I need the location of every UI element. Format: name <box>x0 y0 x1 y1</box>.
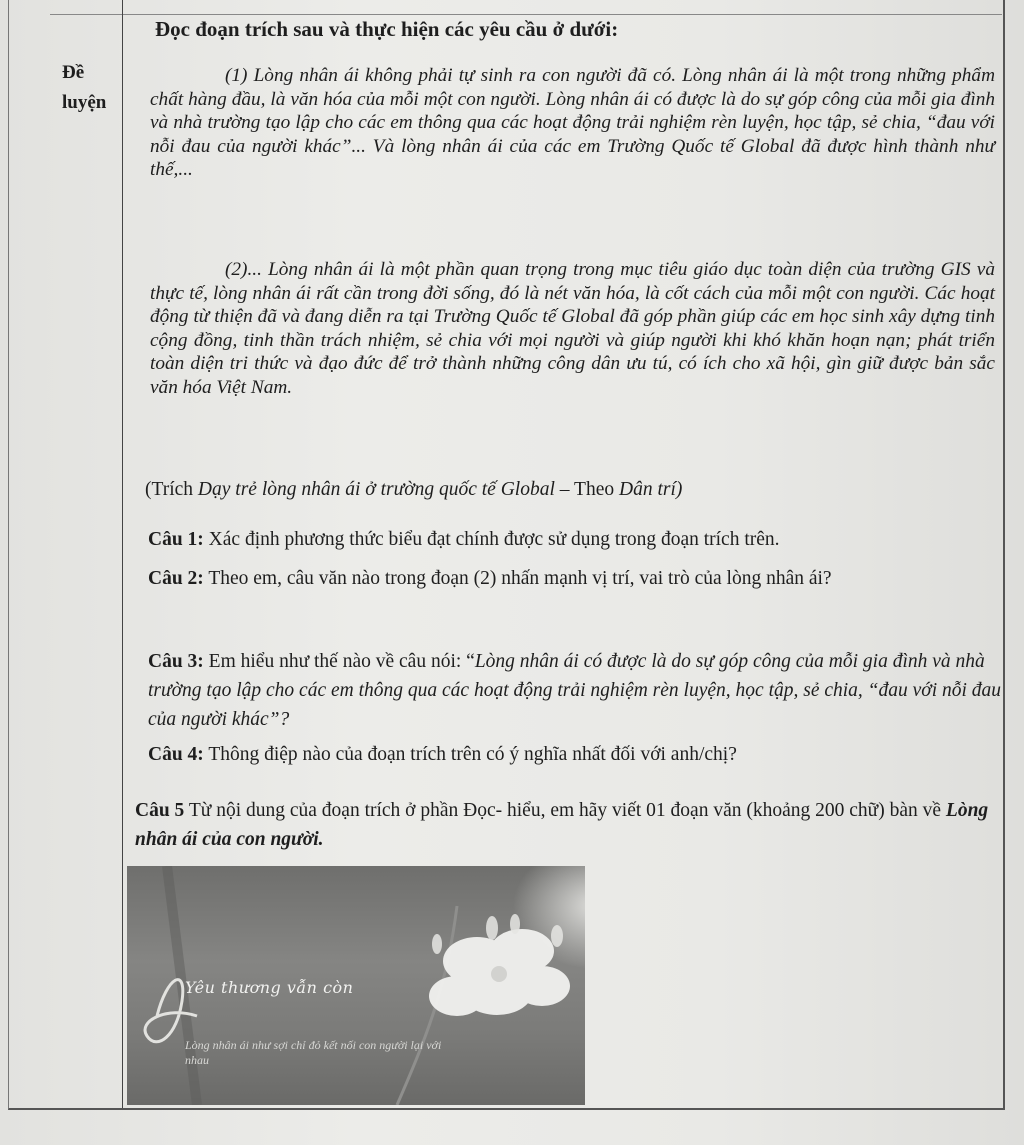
section-label-luyen: luyện <box>62 92 107 113</box>
question-2-text: Theo em, câu văn nào trong đoạn (2) nhấn mạnh vị trí, vai trò của lòng nhân ái? <box>203 568 832 589</box>
question-5-emphasis: Lòng nhân ái của con người. <box>135 800 989 850</box>
question-5-label: Câu 5 <box>135 800 185 821</box>
table-top-rule <box>50 14 1002 15</box>
source-title: Dạy trẻ lòng nhân ái ở trường quốc tế Global <box>197 479 555 500</box>
question-3 <box>148 647 1003 734</box>
question-5 <box>135 796 1003 854</box>
table-column-divider <box>122 0 123 1108</box>
question-4 <box>148 740 1003 769</box>
flower-photo <box>127 866 585 1105</box>
source-citation <box>145 479 682 501</box>
question-3-quote: Lòng nhân ái có được là do sự góp công của mỗi gia đình và nhà trường tạo lập cho các em thông qua các hoạt động trải nghiệm rèn luyện, học tập, sẻ chia, “đau với nỗi đau của người khác”? <box>148 651 1002 730</box>
question-1-label: Câu 1: <box>148 529 204 550</box>
question-1-text: Xác định phương thức biểu đạt chính được sử dụng trong đoạn trích trên. <box>203 529 780 550</box>
question-2-label: Câu 2: <box>148 568 204 589</box>
photo-caption-subtitle: Lòng nhân ái như sợi chỉ đỏ kết nối con người lại với nhau <box>185 1038 442 1067</box>
source-outlet: Dân trí) <box>618 479 683 500</box>
photo-caption-title: Yêu thương vẫn còn <box>185 978 354 997</box>
passage-paragraph-1-text: (1) Lòng nhân ái không phải tự sinh ra con người đã có. Lòng nhân ái là một trong những phẩm chất hàng đầu, là văn hóa của mỗi một con người. Lòng nhân ái có được là do sự góp công của mỗi gia đình và nhà trường tạo lập cho các em thông qua các hoạt động trải nghiệm rèn luyện, học tập, sẻ chia, “đau với nỗi đau của người khác”... Và lòng nhân ái của các em Trường Quốc tế Global đã được hình thành như thế,... <box>150 65 995 181</box>
question-2 <box>148 564 1003 593</box>
passage-paragraph-2-text: (2)... Lòng nhân ái là một phần quan trọng trong mục tiêu giáo dục toàn diện của trường GIS và thực tế, lòng nhân ái rất cần trong đời sống, đó là nét văn hóa, là cốt cách của mỗi một con người. Các hoạt động từ thiện đã và đang diễn ra tại Trường Quốc tế Global đã góp phần giúp các em học sinh xây dựng tinh cộng đồng, tinh thần trách nhiệm, sẻ chia với mọi người và giúp người khi khó khăn hoạn nạn; phát triển toàn diện tri thức và đạo đức để trở thành những công dân ưu tú, có ích cho xã hội, gìn giữ được bản sắc văn hóa Việt Nam. <box>150 259 995 398</box>
passage-paragraph-2 <box>150 258 995 400</box>
question-3-label: Câu 3: <box>148 651 204 672</box>
passage-paragraph-1 <box>150 64 995 182</box>
question-3-text: Em hiểu như thế nào về câu nói: “ <box>203 651 475 672</box>
section-label-de: Đề <box>62 62 85 83</box>
source-mid: – Theo <box>554 479 619 500</box>
question-4-label: Câu 4: <box>148 744 204 765</box>
question-5-text: Từ nội dung của đoạn trích ở phần Đọc- hiểu, em hãy viết 01 đoạn văn (khoảng 200 chữ) bàn về <box>184 800 946 821</box>
question-4-text: Thông điệp nào của đoạn trích trên có ý nghĩa nhất đối với anh/chị? <box>203 744 737 765</box>
question-1 <box>148 525 1003 554</box>
source-open: (Trích <box>145 479 198 500</box>
instruction-heading: Đọc đoạn trích sau và thực hiện các yêu cầu ở dưới: <box>155 17 619 41</box>
